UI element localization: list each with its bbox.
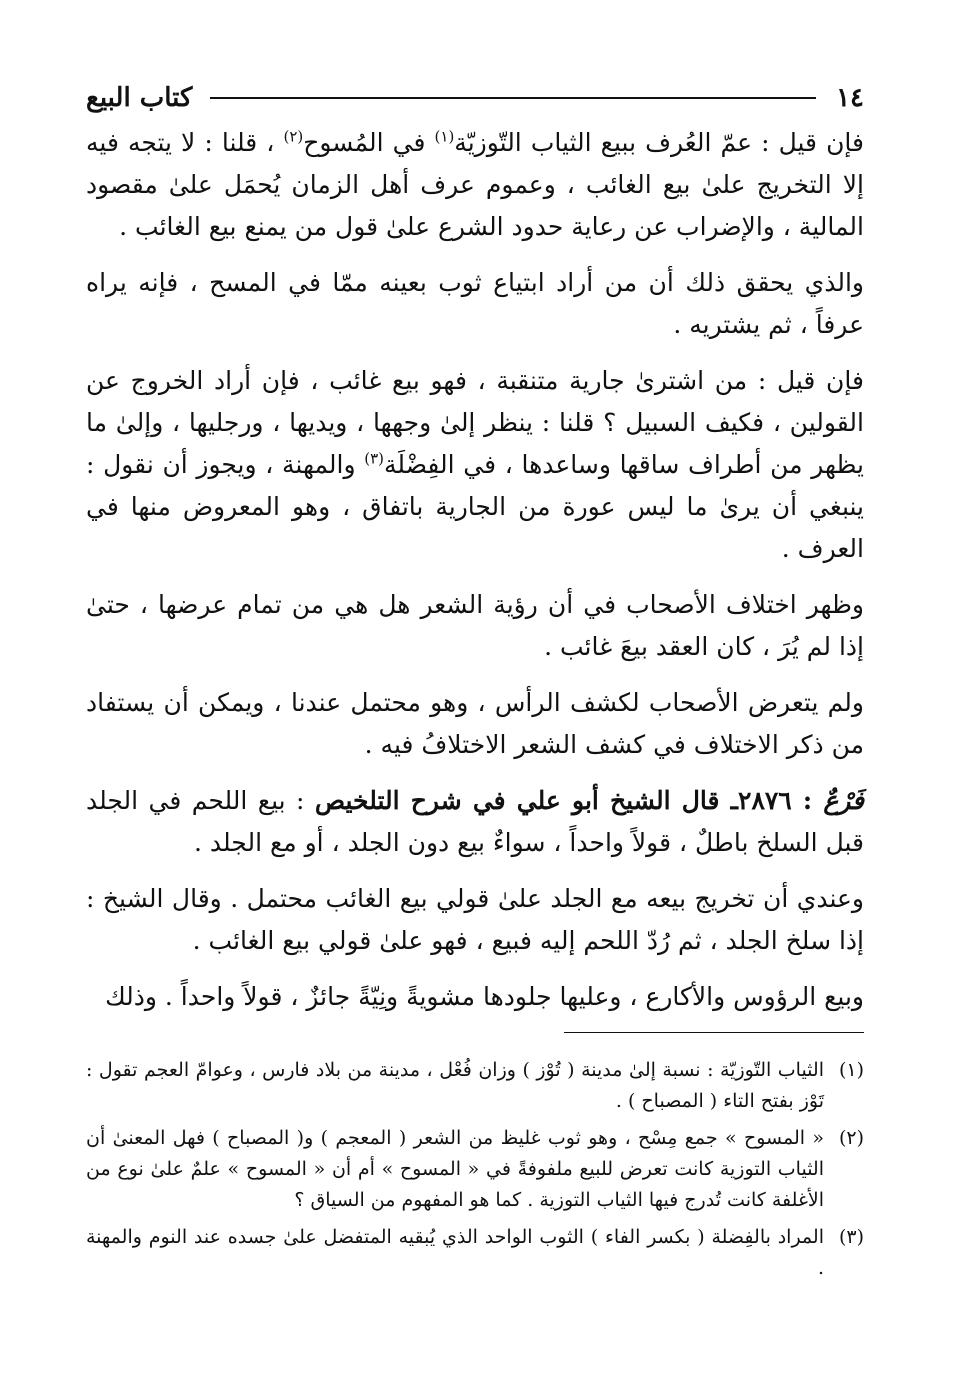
paragraph-8: وبيع الرؤوس والأكارع ، وعليها جلودها مشويةً ونِيّةً جائزٌ ، قولاً واحداً . وذلك [105, 982, 864, 1011]
footnote-text: « المسوح » جمع مِسْح ، وهو ثوب غليظ من الشعر ( المعجم ) و( المصباح ) فهل المعنىٰ أن الثياب التوزية كانت تعرض للبيع ملفوفةً في « المسوح » أم أن « المسوح » علمٌ علىٰ نوع من الأغلفة كانت تُدرج فيها الثياب التوزية . كما هو المفهوم من السياق ؟ [86, 1127, 824, 1211]
header-rule [210, 97, 816, 99]
paragraph-3-text-a: فإن قيل : من اشترىٰ جارية متنقبة ، فهو بيع غائب ، فإن أراد الخروج عن القولين ، فكيف السبيل ؟ قلنا : ينظر إلىٰ وجهها ، ويديها ، ورجليها ، وإلىٰ ما يظهر من أطراف ساقها وساعدها ، في الفِضْلَة [86, 366, 864, 479]
footnote-rule [564, 1032, 864, 1033]
page-header [86, 78, 864, 118]
footnote-text: الثياب التّوزيّة : نسبة إلىٰ مدينة ( تُوْز ) وزان فُعْل ، مدينة من بلاد فارس ، وعوامّ العجم تقول : تَوْز بفتح التاء ( المصباح ) . [86, 1059, 824, 1112]
footnote-3 [86, 1222, 864, 1284]
paragraph-6-text: : بيع اللحم في الجلد قبل السلخ باطلٌ ، قولاً واحداً ، سواءٌ بيع دون الجلد ، أو مع الجلد . [86, 786, 864, 857]
issue-heading: : ٢٨٧٦ـ قال الشيخ أبو علي في شرح التلخيص [314, 786, 824, 815]
footnote-marker: (٢) [838, 1127, 864, 1149]
paragraph-5: ولم يتعرض الأصحاب لكشف الرأس ، وهو محتمل عندنا ، ويمكن أن يستفاد من ذكر الاختلاف في كشف الشعر الاختلافُ فيه . [86, 688, 864, 759]
footnote-2 [86, 1123, 864, 1216]
footnote-ref-1: (١) [434, 127, 455, 146]
paragraph-1 [86, 122, 864, 248]
footnotes [86, 1055, 864, 1284]
running-title: كتاب البيع [86, 83, 193, 113]
paragraph-3 [86, 360, 864, 570]
paragraph-2: والذي يحقق ذلك أن من أراد ابتياع ثوب بعينه ممّا في المسح ، فإنه يراه عرفاً ، ثم يشتريه . [86, 268, 864, 339]
footnote-marker: (١) [838, 1059, 864, 1081]
paragraph-1-text-a: فإن قيل : عمّ العُرف ببيع الثياب التّوزيّة [454, 128, 864, 157]
footnote-ref-3: (٣) [364, 449, 385, 468]
page-number: ١٤ [836, 83, 864, 113]
footnote-ref-2: (٢) [283, 127, 304, 146]
paragraph-1-text-b: في المُسوح [303, 128, 435, 157]
paragraph-4: وظهر اختلاف الأصحاب في أن رؤية الشعر هل هي من تمام عرضها ، حتىٰ إذا لم يُرَ ، كان العقد بيعَ غائب . [86, 590, 864, 661]
footnote-marker: (٣) [838, 1226, 864, 1248]
paragraph-6 [86, 780, 864, 864]
main-text [86, 122, 864, 1018]
paragraph-1-text-c: ، قلنا : لا يتجه فيه إلا التخريج علىٰ بيع الغائب ، وعموم عرف أهل الزمان يُحمَل علىٰ مقصود المالية ، والإضراب عن رعاية حدود الشرع علىٰ قول من يمنع بيع الغائب . [86, 128, 864, 241]
paragraph-7: وعندي أن تخريج بيعه مع الجلد علىٰ قولي بيع الغائب محتمل . وقال الشيخ : إذا سلخ الجلد ، ثم رُدّ اللحم إليه فبيع ، فهو علىٰ قولي بيع الغائب . [86, 884, 864, 955]
footnote-1 [86, 1055, 864, 1117]
paragraph-3-text-b: والمهنة ، ويجوز أن نقول : ينبغي أن يرىٰ ما ليس عورة من الجارية باتفاق ، وهو المعروض منها في العرف . [86, 450, 864, 563]
far-label: فَرْعٌ [823, 786, 865, 815]
footnote-text: المراد بالفِضلة ( بكسر الفاء ) الثوب الواحد الذي يُبقيه المتفضل علىٰ جسده عند النوم والمهنة . [86, 1226, 824, 1279]
